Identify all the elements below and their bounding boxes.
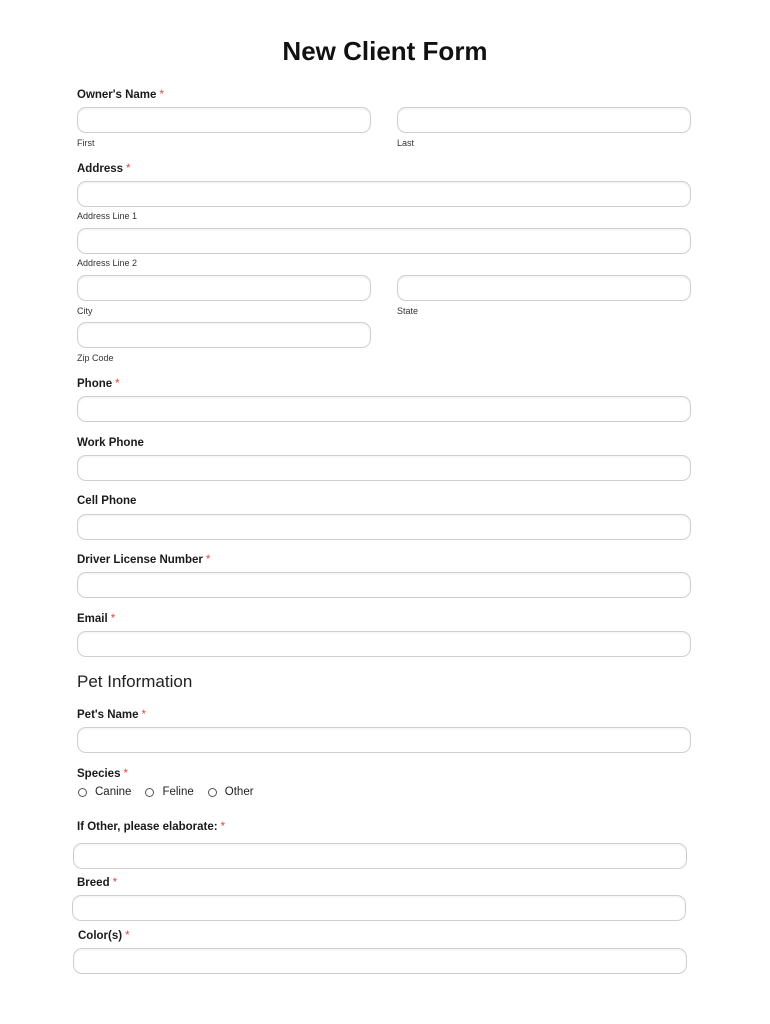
driver-license-input[interactable]: [77, 572, 691, 598]
species-option-canine[interactable]: [78, 786, 131, 798]
pet-name-input[interactable]: [77, 727, 691, 753]
city-sublabel: City: [77, 306, 93, 316]
required-mark: *: [112, 877, 118, 889]
address-line1-input[interactable]: [77, 181, 691, 207]
species-option-label: Other: [224, 786, 254, 798]
form-title: New Client Form: [282, 36, 488, 66]
pet-name-label-text: Pet's Name: [77, 709, 139, 721]
city-input[interactable]: [77, 275, 371, 301]
owner-first-name-input[interactable]: [77, 107, 371, 133]
breed-label: [77, 877, 117, 889]
first-sublabel: First: [77, 138, 95, 148]
phone-label: [77, 378, 120, 390]
species-label: [77, 768, 128, 780]
cell-phone-label: Cell Phone: [77, 495, 137, 507]
species-option-label: Feline: [162, 786, 194, 798]
phone-label-text: Phone: [77, 378, 113, 390]
owner-last-name-input[interactable]: [397, 107, 691, 133]
address-line2-input[interactable]: [77, 228, 691, 254]
other-elaborate-input[interactable]: [73, 843, 687, 869]
email-label: [77, 613, 115, 625]
required-mark: *: [141, 709, 147, 721]
required-mark: *: [205, 554, 211, 566]
email-label-text: Email: [77, 613, 108, 625]
zip-code-sublabel: Zip Code: [77, 353, 114, 363]
required-mark: *: [115, 378, 120, 390]
species-option-other[interactable]: [208, 786, 254, 798]
radio-button[interactable]: [145, 788, 154, 797]
last-sublabel: Last: [397, 138, 415, 148]
breed-input[interactable]: [72, 895, 686, 921]
owner-name-label-text: Owner's Name: [77, 89, 157, 101]
required-mark: *: [123, 768, 128, 780]
required-mark: *: [125, 930, 130, 942]
colors-label: [78, 930, 130, 942]
phone-input[interactable]: [77, 396, 691, 422]
radio-button[interactable]: [78, 788, 87, 797]
other-elaborate-label-text: If Other, please elaborate:: [77, 821, 218, 833]
pet-information-heading: Pet Information: [77, 672, 193, 691]
email-input[interactable]: [77, 631, 691, 657]
species-radio-group: [78, 786, 268, 798]
species-label-text: Species: [77, 768, 121, 780]
other-elaborate-label: [77, 821, 225, 833]
address-label-text: Address: [77, 163, 124, 175]
required-mark: *: [110, 613, 116, 625]
address-line1-sublabel: Address Line 1: [77, 211, 138, 221]
address-line2-sublabel: Address Line 2: [77, 258, 138, 268]
species-option-feline[interactable]: [145, 786, 193, 798]
work-phone-input[interactable]: [77, 455, 691, 481]
driver-license-label: [77, 554, 210, 566]
required-mark: *: [220, 821, 226, 833]
work-phone-label: Work Phone: [77, 437, 144, 449]
cell-phone-input[interactable]: [77, 514, 691, 540]
colors-input[interactable]: [73, 948, 687, 974]
driver-license-label-text: Driver License Number: [77, 554, 203, 566]
state-input[interactable]: [397, 275, 691, 301]
state-sublabel: State: [397, 306, 419, 316]
owner-name-label: [77, 89, 164, 101]
radio-button[interactable]: [208, 788, 217, 797]
species-option-label: Canine: [95, 786, 132, 798]
address-label: [77, 163, 131, 175]
required-mark: *: [159, 89, 164, 101]
pet-name-label: [77, 709, 146, 721]
zip-code-input[interactable]: [77, 322, 371, 348]
breed-label-text: Breed: [77, 877, 110, 889]
colors-label-text: Color(s): [78, 930, 123, 942]
required-mark: *: [126, 163, 131, 175]
